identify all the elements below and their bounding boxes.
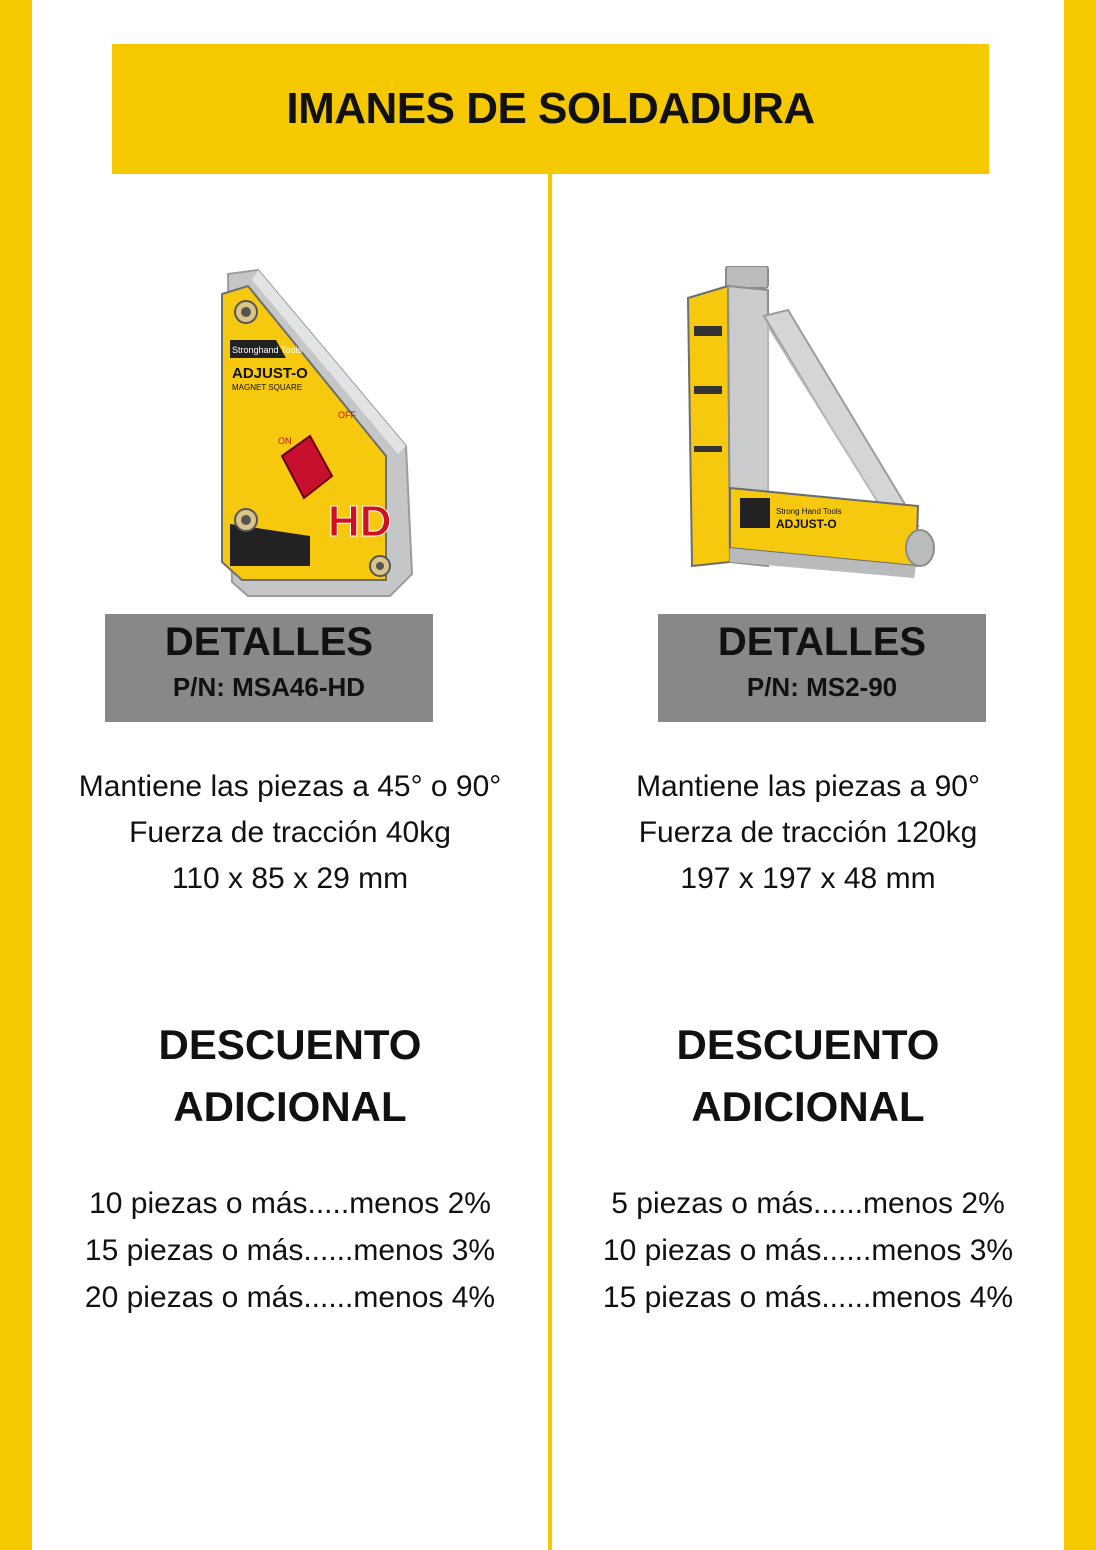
spec-pull-force: Fuerza de tracción 120kg [638, 816, 978, 849]
discount-tier-2: 15 piezas o más......menos 3% [84, 1234, 496, 1267]
image-switch-on-text: ON [278, 436, 292, 446]
discount-heading [32, 1014, 548, 1138]
spec-pull-force: Fuerza de tracción 40kg [129, 816, 451, 849]
discount-heading-line-2: ADICIONAL [173, 1083, 407, 1130]
spec-dimensions: 110 x 85 x 29 mm [171, 862, 409, 895]
image-switch-off-text: OFF [338, 410, 356, 420]
image-brand-text: Stronghand Tools [232, 345, 302, 355]
left-yellow-border [0, 0, 32, 1550]
image-brand-text: Strong Hand Tools [776, 507, 842, 516]
discount-heading [552, 1014, 1064, 1138]
image-model-text: ADJUST-O [232, 365, 308, 382]
product-specs [552, 764, 1064, 902]
product-specs [32, 764, 548, 902]
discount-tier-3: 15 piezas o más......menos 4% [602, 1281, 1014, 1314]
page-title: IMANES DE SOLDADURA [286, 84, 815, 133]
product-card-msa46-hd [32, 174, 548, 1550]
product-image [32, 266, 548, 606]
discount-list [552, 1180, 1064, 1321]
discount-list [32, 1180, 548, 1321]
product-image [552, 266, 1064, 606]
discount-heading-line-2: ADICIONAL [691, 1083, 925, 1130]
discount-heading-line-1: DESCUENTO [158, 1021, 422, 1068]
image-model-text: ADJUST-O [776, 517, 837, 531]
part-number: P/N: MSA46-HD [172, 672, 366, 702]
spec-angle: Mantiene las piezas a 45° o 90° [78, 770, 502, 803]
details-box [105, 614, 433, 722]
discount-tier-3: 20 piezas o más......menos 4% [84, 1281, 496, 1314]
right-yellow-border [1064, 0, 1096, 1550]
image-hd-badge: HD [328, 497, 392, 546]
image-subtitle-text: MAGNET SQUARE [232, 383, 303, 392]
magnet-switch-90-icon [668, 266, 948, 606]
discount-tier-1: 10 piezas o más.....menos 2% [89, 1187, 491, 1220]
spec-dimensions: 197 x 197 x 48 mm [680, 862, 936, 895]
details-box [658, 614, 986, 722]
product-card-ms2-90 [552, 174, 1064, 1550]
discount-tier-2: 10 piezas o más......menos 3% [602, 1234, 1014, 1267]
discount-heading-line-1: DESCUENTO [676, 1021, 940, 1068]
magnet-square-icon [160, 266, 420, 606]
details-title: DETALLES [164, 620, 374, 664]
discount-tier-1: 5 piezas o más......menos 2% [611, 1187, 1005, 1220]
details-title: DETALLES [717, 620, 927, 664]
part-number: P/N: MS2-90 [746, 672, 898, 702]
spec-angle: Mantiene las piezas a 90° [636, 770, 980, 803]
title-banner [112, 44, 989, 174]
